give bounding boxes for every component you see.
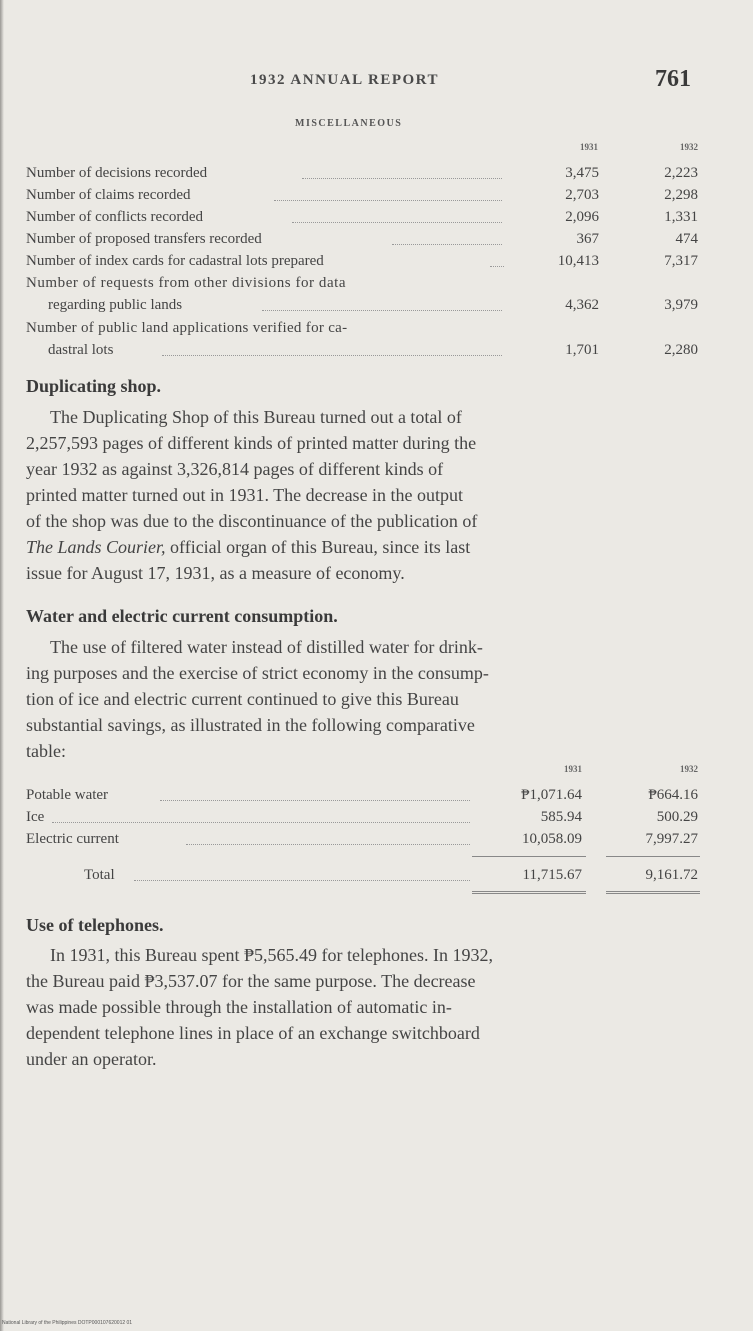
subtotal-rule-1931 xyxy=(472,856,586,857)
text-line: The Lands Courier, official organ of this Bureau, since its last xyxy=(26,537,471,557)
value-1932: 3,979 xyxy=(664,297,698,313)
page-header xyxy=(0,66,753,100)
total-1931: 11,715.67 xyxy=(522,867,582,883)
text-line: dependent telephone lines in place of an exchange switchboard xyxy=(26,1023,480,1043)
value-1931: 3,475 xyxy=(565,165,599,181)
text-line: substantial savings, as illustrated in the following comparative xyxy=(26,715,475,735)
row-label: Number of conflicts recorded xyxy=(26,209,204,225)
value-1932: 474 xyxy=(675,231,698,247)
misc-col-1932: 1932 xyxy=(680,142,698,152)
row-label: Ice xyxy=(26,809,45,825)
value-1932: 7,317 xyxy=(664,253,698,269)
text-line: 2,257,593 pages of different kinds of printed matter during the xyxy=(26,433,477,453)
leader-dots xyxy=(262,309,502,311)
leader-dots xyxy=(490,265,504,267)
value-1931: 585.94 xyxy=(540,809,582,825)
value-1932: 2,280 xyxy=(664,342,698,358)
total-1932: 9,161.72 xyxy=(645,867,698,883)
value-1932: ₱664.16 xyxy=(648,787,698,803)
scan-footer: National Library of the Philippines DOTP000107620012 01 xyxy=(2,1320,133,1326)
table-row xyxy=(26,228,706,250)
total-label: Total xyxy=(84,867,115,883)
value-1931: 2,703 xyxy=(565,187,599,203)
value-1931: 1,701 xyxy=(565,342,599,358)
misc-col-1931: 1931 xyxy=(580,142,598,152)
value-1931: 4,362 xyxy=(565,297,599,313)
table-row xyxy=(26,206,706,228)
row-label: Number of claims recorded xyxy=(26,187,191,203)
consumption-table xyxy=(26,764,706,904)
table-row xyxy=(26,250,706,272)
text-line: year 1932 as against 3,326,814 pages of different kinds of xyxy=(26,459,444,479)
leader-dots xyxy=(186,843,470,845)
row-label: Number of index cards for cadastral lots prepared xyxy=(26,253,324,269)
value-1931: 367 xyxy=(576,231,599,247)
text-line: under an operator. xyxy=(26,1049,157,1069)
consumption-col-1932: 1932 xyxy=(680,764,698,774)
leader-dots xyxy=(134,879,470,881)
value-1932: 2,298 xyxy=(664,187,698,203)
leader-dots xyxy=(302,177,502,179)
duplicating-heading: Duplicating shop. xyxy=(26,376,162,396)
row-label: Number of proposed transfers recorded xyxy=(26,231,262,247)
leader-dots xyxy=(162,354,502,356)
table-row xyxy=(26,162,706,184)
row-label: Potable water xyxy=(26,787,109,803)
total-rule-1932 xyxy=(606,891,700,894)
consumption-col-1931: 1931 xyxy=(564,764,582,774)
leader-dots xyxy=(52,821,470,823)
text-line: In 1931, this Bureau spent ₱5,565.49 for telephones. In 1932, xyxy=(50,945,493,965)
value-1932: 7,997.27 xyxy=(645,831,698,847)
water-heading: Water and electric current consumption. xyxy=(26,606,338,626)
value-1931: 10,058.09 xyxy=(522,831,582,847)
table-row xyxy=(26,806,706,828)
misc-table xyxy=(26,142,706,372)
water-paragraph xyxy=(26,634,700,764)
text-line: issue for August 17, 1931, as a measure of economy. xyxy=(26,563,405,583)
leader-dots xyxy=(292,221,502,223)
value-1932: 2,223 xyxy=(664,165,698,181)
running-head: 1932 ANNUAL REPORT xyxy=(250,72,439,88)
total-row xyxy=(26,864,706,886)
table-row xyxy=(26,294,706,316)
leader-dots xyxy=(392,243,502,245)
leader-dots xyxy=(274,199,502,201)
row-label-line-1: Number of requests from other divisions for data xyxy=(26,275,347,291)
text-line: table: xyxy=(26,741,66,761)
duplicating-paragraph xyxy=(26,404,700,586)
text-line: The Duplicating Shop of this Bureau turned out a total of xyxy=(50,407,462,427)
text-line: of the shop was due to the discontinuance of the publication of xyxy=(26,511,478,531)
table-row xyxy=(26,317,706,339)
text-line: ing purposes and the exercise of strict economy in the consump- xyxy=(26,663,489,683)
row-label: Electric current xyxy=(26,831,119,847)
text-line: the Bureau paid ₱3,537.07 for the same purpose. The decrease xyxy=(26,971,476,991)
telephones-paragraph xyxy=(26,942,700,1072)
table-row xyxy=(26,339,706,361)
page-edge xyxy=(0,0,4,1331)
value-1931: 10,413 xyxy=(557,253,599,269)
subtotal-rule-1932 xyxy=(606,856,700,857)
text-line: tion of ice and electric current continued to give this Bureau xyxy=(26,689,459,709)
page-number: 761 xyxy=(655,66,691,92)
text-line: The use of filtered water instead of distilled water for drink- xyxy=(50,637,483,657)
leader-dots xyxy=(160,799,470,801)
table-row xyxy=(26,184,706,206)
value-1931: 2,096 xyxy=(565,209,599,225)
publication-title: The Lands Courier, xyxy=(26,537,166,557)
total-rule-1931 xyxy=(472,891,586,894)
table-row xyxy=(26,784,706,806)
telephones-heading: Use of telephones. xyxy=(26,915,164,935)
text-line: was made possible through the installation of automatic in- xyxy=(26,997,452,1017)
row-label-line-1: Number of public land applications verified for ca- xyxy=(26,320,348,336)
text-line: printed matter turned out in 1931. The decrease in the output xyxy=(26,485,464,505)
row-label: dastral lots xyxy=(48,342,114,358)
value-1932: 1,331 xyxy=(664,209,698,225)
row-label: Number of decisions recorded xyxy=(26,165,208,181)
row-label: regarding public lands xyxy=(48,297,183,313)
value-1931: ₱1,071.64 xyxy=(521,787,582,803)
table-row xyxy=(26,272,706,294)
misc-table-title: MISCELLANEOUS xyxy=(295,118,403,129)
table-row xyxy=(26,828,706,850)
value-1932: 500.29 xyxy=(656,809,698,825)
